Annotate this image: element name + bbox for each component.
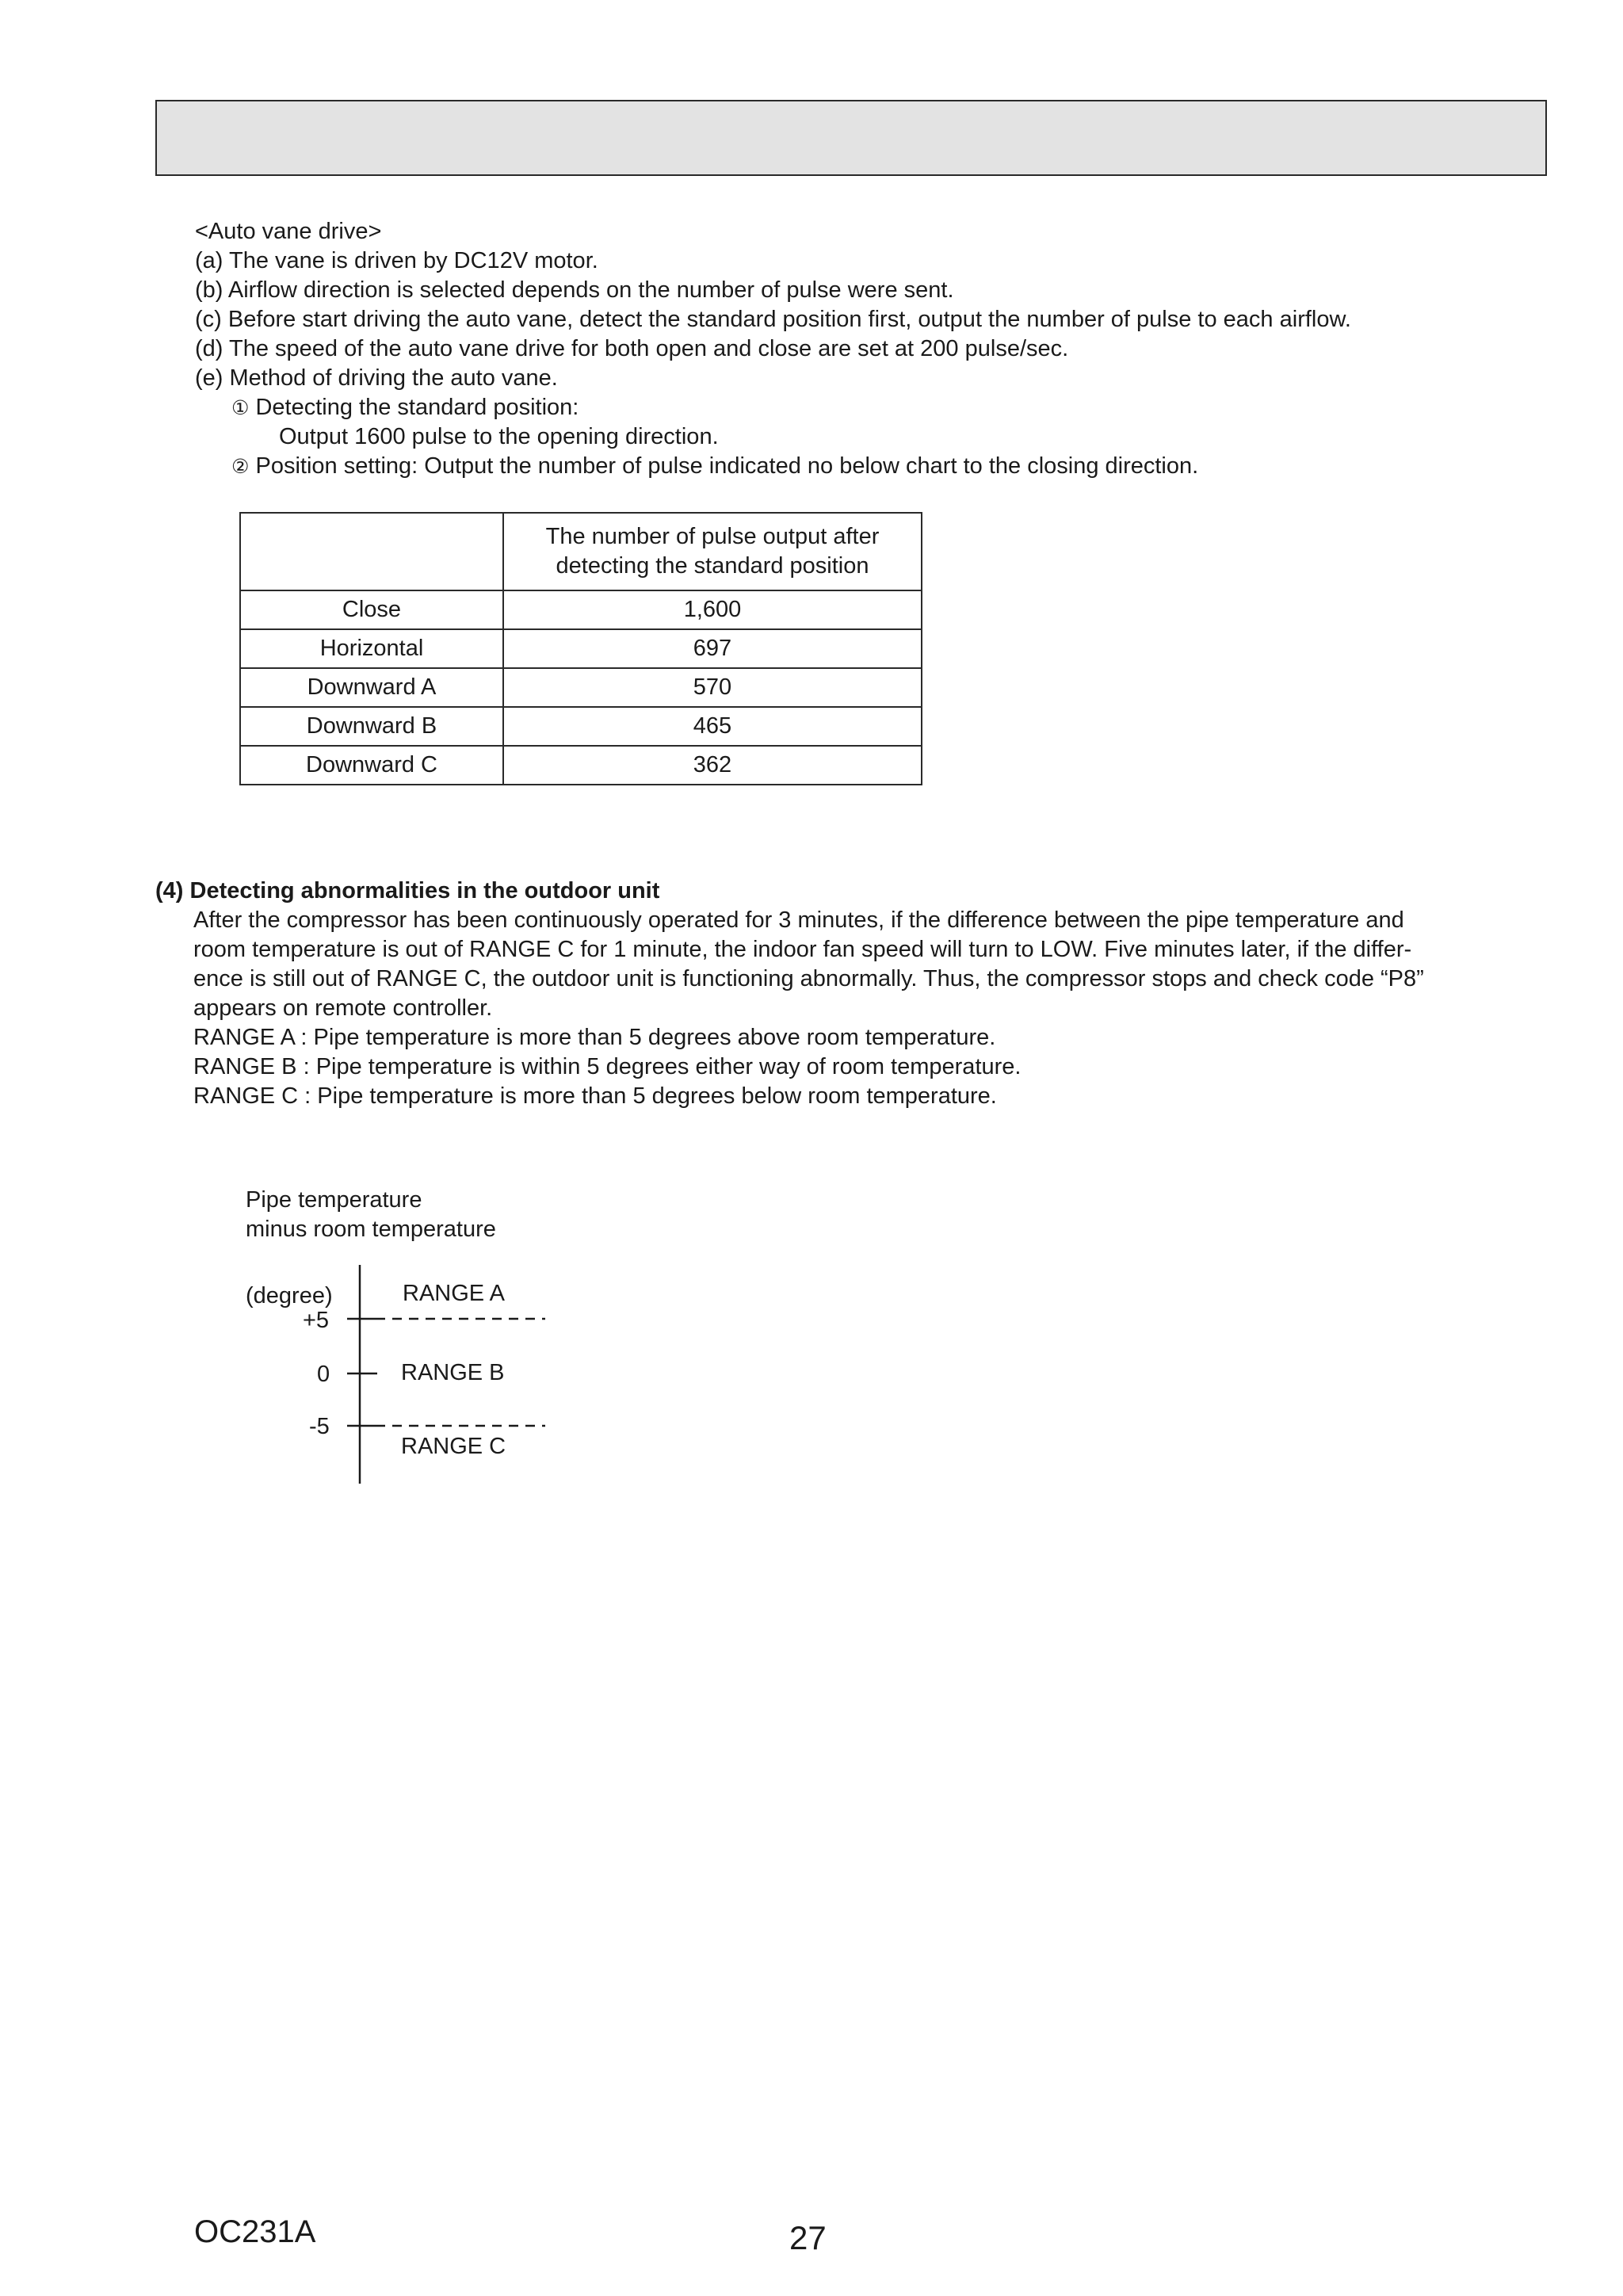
- pulse-count-cell: 697: [503, 629, 922, 668]
- table-row: [240, 629, 922, 668]
- abnormality-section: [155, 877, 1550, 1111]
- position-cell: Downward C: [240, 746, 503, 785]
- tick-label-plus5: +5: [303, 1308, 330, 1333]
- pulse-header-line-2: detecting the standard position: [556, 553, 869, 579]
- diagram-unit: (degree): [246, 1283, 333, 1308]
- auto-vane-section: [195, 217, 1351, 481]
- vane-step-2: [195, 452, 1351, 481]
- table-row: [240, 668, 922, 707]
- pulse-table: [239, 512, 922, 785]
- range-c-definition: RANGE C : Pipe temperature is more than 5 degrees below room temperature.: [193, 1083, 997, 1109]
- range-a-definition: RANGE A : Pipe temperature is more than 5 degrees above room temperature.: [193, 1025, 996, 1050]
- position-cell: Downward A: [240, 668, 503, 707]
- diagram-label-line-1: Pipe temperature: [246, 1187, 422, 1213]
- vane-item-a: (a) The vane is driven by DC12V motor.: [195, 248, 598, 273]
- vane-step-1: [195, 393, 1351, 422]
- pulse-table-header-pulses: [503, 513, 922, 590]
- abnormality-line-4: appears on remote controller.: [193, 995, 493, 1021]
- circled-two-marker: ②: [231, 455, 250, 478]
- auto-vane-heading: <Auto vane drive>: [195, 219, 382, 244]
- table-row: [240, 746, 922, 785]
- position-cell: Close: [240, 590, 503, 629]
- position-cell: Downward B: [240, 707, 503, 746]
- range-c-label: RANGE C: [401, 1434, 506, 1459]
- vane-item-b: (b) Airflow direction is selected depends on the number of pulse were sent.: [195, 277, 954, 303]
- abnormality-line-2: room temperature is out of RANGE C for 1 minute, the indoor fan speed will turn to LOW. Five minutes later, if the differ-: [193, 937, 1412, 962]
- circled-one-marker: ①: [231, 396, 250, 419]
- pulse-count-cell: 362: [503, 746, 922, 785]
- table-row: [240, 707, 922, 746]
- vane-item-c: (c) Before start driving the auto vane, detect the standard position first, output the number of pulse to each airflow.: [195, 307, 1351, 332]
- pulse-table-header-row: [240, 513, 922, 590]
- header-bar: [155, 100, 1547, 176]
- page-number: 27: [789, 2219, 827, 2256]
- tick-label-zero: 0: [317, 1362, 330, 1387]
- pulse-header-line-1: The number of pulse output after: [545, 524, 880, 549]
- vane-step-1-label: Detecting the standard position:: [255, 395, 579, 420]
- model-code: OC231A: [194, 2214, 316, 2249]
- tick-label-minus5: -5: [309, 1414, 330, 1439]
- abnormality-title: (4) Detecting abnormalities in the outdoor unit: [155, 878, 660, 904]
- range-b-definition: RANGE B : Pipe temperature is within 5 degrees either way of room temperature.: [193, 1054, 1022, 1079]
- pulse-count-cell: 465: [503, 707, 922, 746]
- range-a-label: RANGE A: [403, 1281, 505, 1306]
- pulse-count-cell: 1,600: [503, 590, 922, 629]
- vane-step-1-detail: Output 1600 pulse to the opening direction.: [279, 424, 719, 449]
- vane-item-d: (d) The speed of the auto vane drive for both open and close are set at 200 pulse/sec.: [195, 336, 1069, 361]
- pulse-count-cell: 570: [503, 668, 922, 707]
- range-b-label: RANGE B: [401, 1360, 505, 1385]
- abnormality-paragraph: [155, 906, 1550, 1111]
- vane-item-e: (e) Method of driving the auto vane.: [195, 365, 558, 391]
- abnormality-line-1: After the compressor has been continuously operated for 3 minutes, if the difference between the pipe temperature and: [193, 907, 1404, 933]
- abnormality-line-3: ence is still out of RANGE C, the outdoor unit is functioning abnormally. Thus, the compressor stops and check code “P8”: [193, 966, 1424, 991]
- position-cell: Horizontal: [240, 629, 503, 668]
- vane-step-2-label: Position setting: Output the number of pulse indicated no below chart to the closing direction.: [255, 453, 1199, 479]
- diagram-label-line-2: minus room temperature: [246, 1217, 496, 1242]
- table-row: [240, 590, 922, 629]
- pulse-table-header-blank: [240, 513, 503, 590]
